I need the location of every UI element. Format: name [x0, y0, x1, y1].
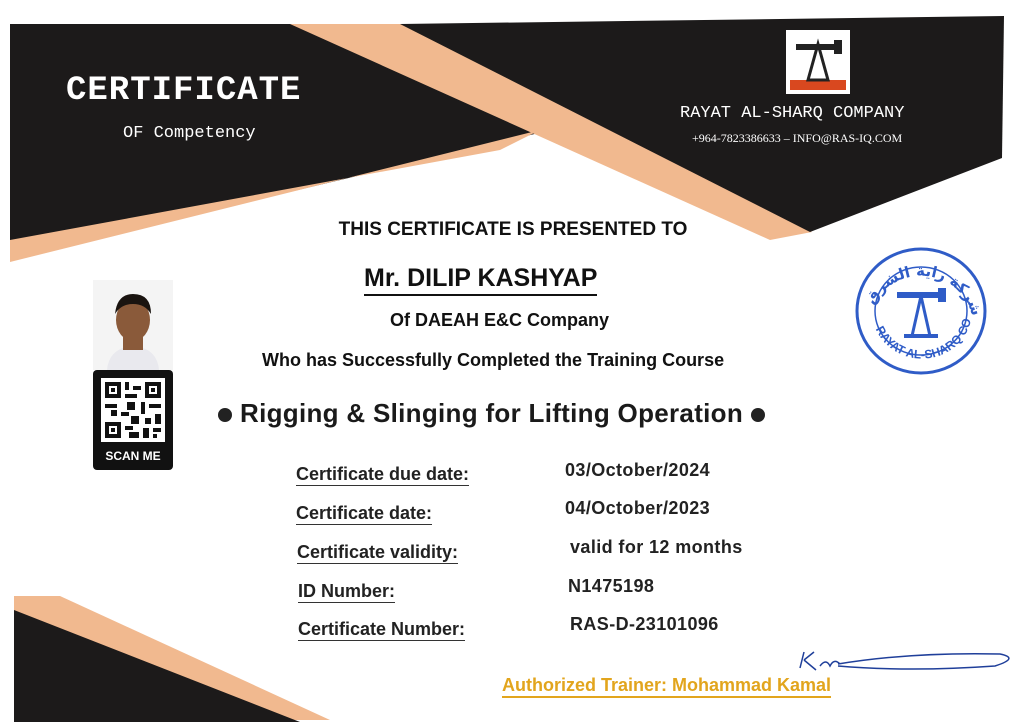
bullet-icon — [218, 408, 232, 422]
authorized-trainer: Authorized Trainer: Mohammad Kamal — [502, 675, 831, 698]
course-title — [210, 398, 773, 429]
recipient-name: Mr. DILIP KASHYAP — [364, 264, 597, 296]
certificate-subtitle: OF Competency — [123, 124, 256, 143]
due-date-label: Certificate due date: — [296, 464, 470, 484]
presented-to-heading — [0, 219, 1024, 241]
validity-value: valid for 12 months — [570, 537, 743, 557]
stamp-arabic-text: شركة راية الشرق — [861, 261, 986, 318]
presented-to-text: THIS CERTIFICATE IS PRESENTED TO — [338, 219, 688, 240]
certificate-number-value: RAS-D-23101096 — [570, 614, 719, 634]
certificate-date-value: 04/October/2023 — [565, 498, 711, 518]
recipient-photo — [93, 280, 173, 370]
certificate-number-label: Certificate Number: — [298, 619, 466, 639]
qr-code[interactable] — [93, 370, 173, 470]
id-number-label: ID Number: — [298, 581, 396, 601]
company-stamp — [852, 244, 990, 378]
stamp-english-text: RAYAT AL-SHARQ CO — [872, 316, 975, 362]
company-name: RAYAT AL-SHARQ COMPANY — [680, 104, 905, 123]
id-number-value: N1475198 — [568, 576, 655, 596]
company-contact: +964-7823386633 – INFO@RAS-IQ.COM — [692, 131, 903, 145]
bullet-icon — [751, 408, 765, 422]
certificate-date-label: Certificate date: — [296, 503, 433, 523]
validity-label: Certificate validity: — [297, 542, 459, 562]
due-date-value: 03/October/2024 — [565, 460, 711, 480]
certificate-title: CERTIFICATE — [66, 72, 302, 110]
recipient-company: Of DAEAH E&C Company — [390, 310, 610, 330]
completion-statement: Who has Successfully Completed the Training Course — [262, 350, 725, 370]
course-name: Rigging & Slinging for Lifting Operation — [240, 398, 744, 428]
company-logo — [786, 30, 850, 94]
qr-caption: SCAN ME — [105, 449, 161, 463]
qr-pattern — [101, 378, 165, 442]
